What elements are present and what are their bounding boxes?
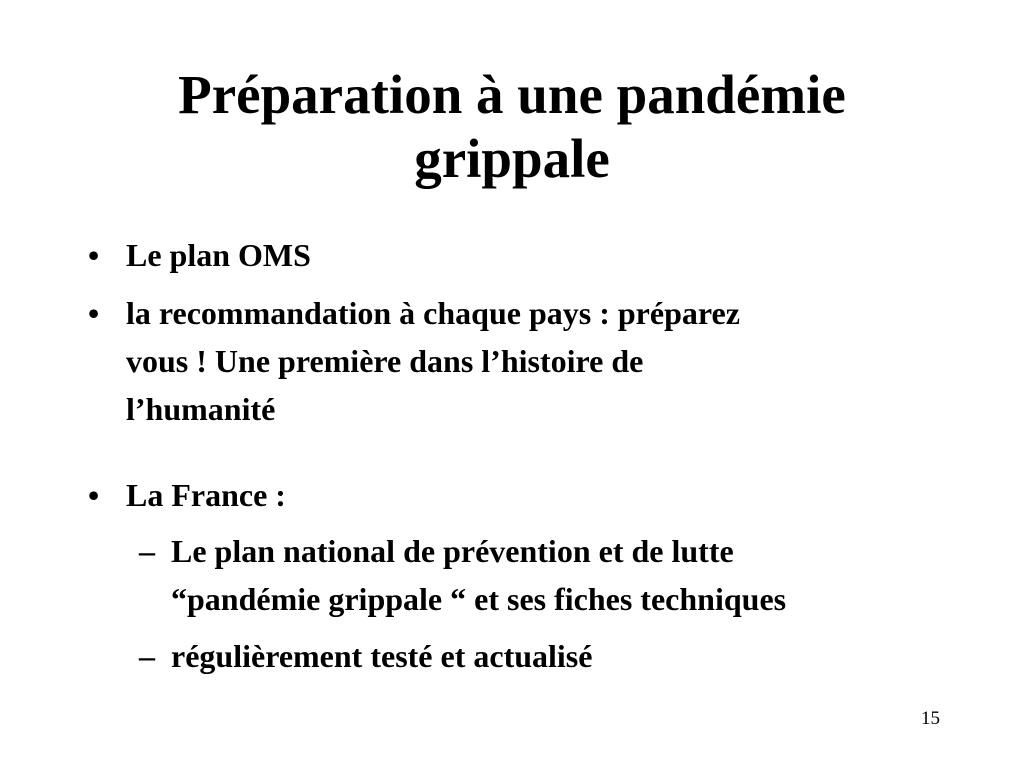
sub-bullet-marker: – <box>139 638 155 674</box>
slide-title-line-2: grippale <box>414 128 610 189</box>
sub-bullet-item-teste-actualise <box>139 632 961 680</box>
bullet-text: Le plan OMS <box>126 237 311 273</box>
bullet-text-line-2: vous ! Une première dans l’histoire de <box>126 343 644 379</box>
sub-bullet-item-plan-national <box>139 527 961 623</box>
page-number: 15 <box>921 708 940 729</box>
bullet-text: La France : <box>126 477 286 513</box>
bullet-marker: • <box>88 237 100 273</box>
bullet-text-line-3: l’humanité <box>126 391 276 427</box>
bullet-item-plan-oms <box>88 231 926 279</box>
sub-bullet-text-line-1: Le plan national de prévention et de lutte <box>171 533 734 569</box>
sub-bullet-text: régulièrement testé et actualisé <box>171 638 593 674</box>
sub-bullet-text-line-2: “pandémie grippale “ et ses fiches techniques <box>171 581 787 617</box>
sub-bullet-marker: – <box>139 533 155 569</box>
slide-title-line-1: Préparation à une pandémie <box>178 64 846 125</box>
bullet-item-la-france <box>88 471 926 519</box>
bullet-marker: • <box>88 477 100 513</box>
bullet-text-line-1: la recommandation à chaque pays : préparez <box>126 295 740 331</box>
bullet-item-recommandation <box>88 289 926 433</box>
bullet-marker: • <box>88 295 100 331</box>
